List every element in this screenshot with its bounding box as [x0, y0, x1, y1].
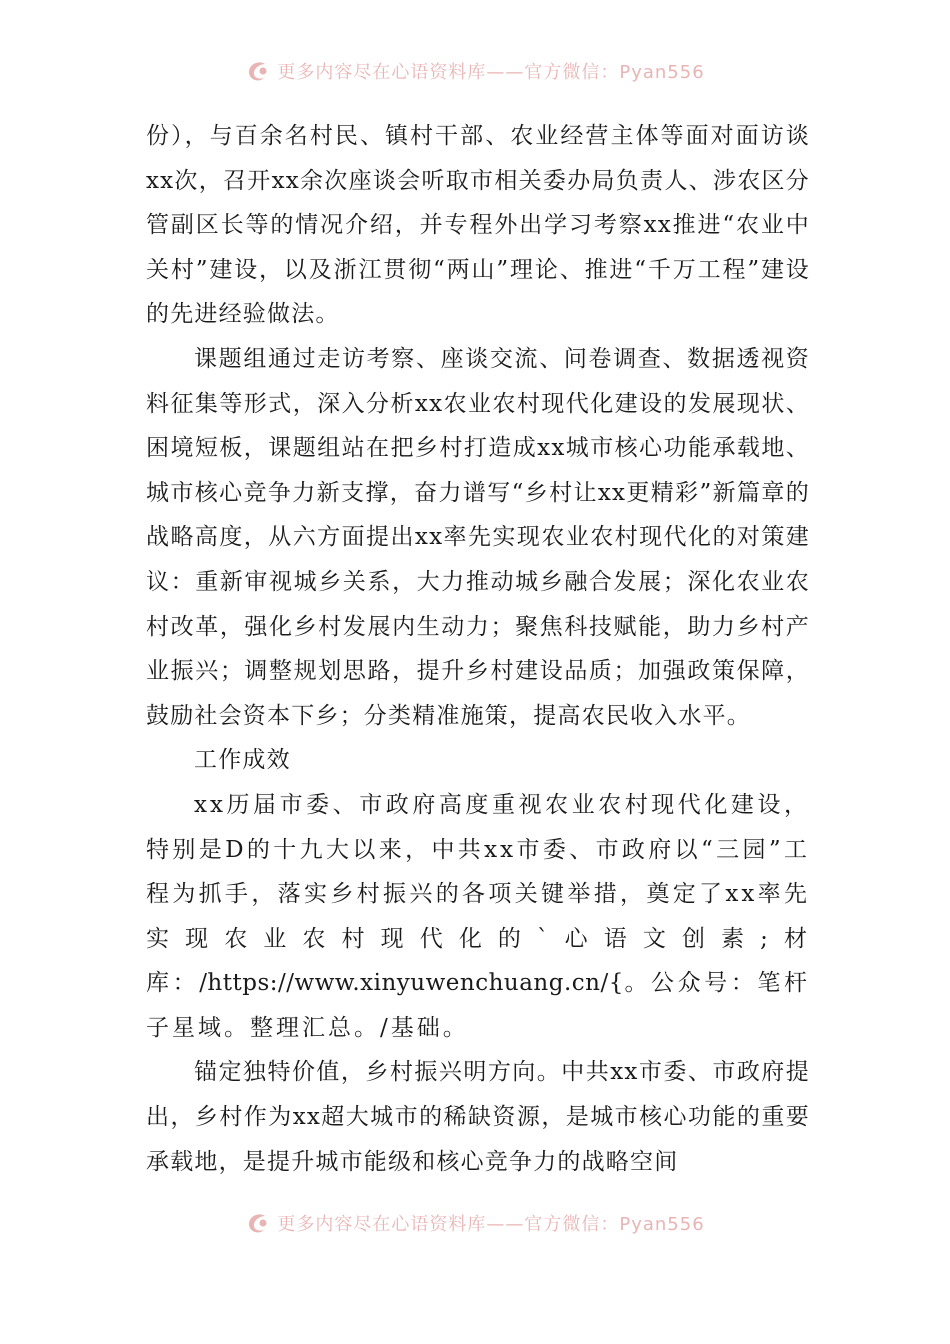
- paragraph-achievements-text-b: 。公众号：笔杆子星域。整理汇总。/基础。: [146, 970, 811, 1041]
- paragraph-research-methods: 课题组通过走访考察、座谈交流、问卷调查、数据透视资料征集等形式，深入分析xx农业农村现代化建设的发展现状、困境短板，课题组站在把乡村打造成xx城市核心功能承载地、城市核心竞争力新支撑，奋力谱写“乡村让xx更精彩”新篇章的战略高度，从六方面提出xx率先实现农业农村现代化的对策建议：重新审视城乡关系，大力推动城乡融合发展；深化农业农村改革，强化乡村发展内生动力；聚焦科技赋能，助力乡村产业振兴；调整规划思路，提升乡村建设品质；加强政策保障，鼓励社会资本下乡；分类精准施策，提高农民收入水平。: [146, 345, 810, 729]
- document-body: [146, 114, 810, 1184]
- watermark-logo-icon: [245, 1210, 271, 1236]
- watermark-text: 更多内容尽在心语资料库——官方微信：Pyan556: [277, 62, 705, 83]
- section-heading: 工作成效: [194, 747, 291, 774]
- source-url: /https://www.xinyuwenchuang.cn/{: [199, 970, 624, 997]
- footer-watermark: [0, 1208, 950, 1238]
- header-watermark: [0, 56, 950, 86]
- watermark-logo-icon: [245, 58, 271, 84]
- paragraph-positioning: 锚定独特价值，乡村振兴明方向。中共xx市委、市政府提出，乡村作为xx超大城市的稀缺资源，是城市核心功能的重要承载地，是提升城市能级和核心竞争力的战略空间: [146, 1059, 810, 1175]
- watermark-text: 更多内容尽在心语资料库——官方微信：Pyan556: [277, 1214, 705, 1235]
- paragraph-achievements-text-a: xx历届市委、市政府高度重视农业农村现代化建设，特别是D的十九大以来，中共xx市委、市政府以“三园”工程为抓手，落实乡村振兴的各项关键举措，奠定了xx率先实现农业农村现代化的`心语文创素;材库：: [146, 791, 810, 997]
- paragraph-interview-summary: 份），与百余名村民、镇村干部、农业经营主体等面对面访谈xx次，召开xx余次座谈会听取市相关委办局负责人、涉农区分管副区长等的情况介绍，并专程外出学习考察xx推进“农业中关村”建设，以及浙江贯彻“两山”理论、推进“千万工程”建设的先进经验做法。: [146, 123, 810, 328]
- paragraph-achievements: [146, 783, 810, 1051]
